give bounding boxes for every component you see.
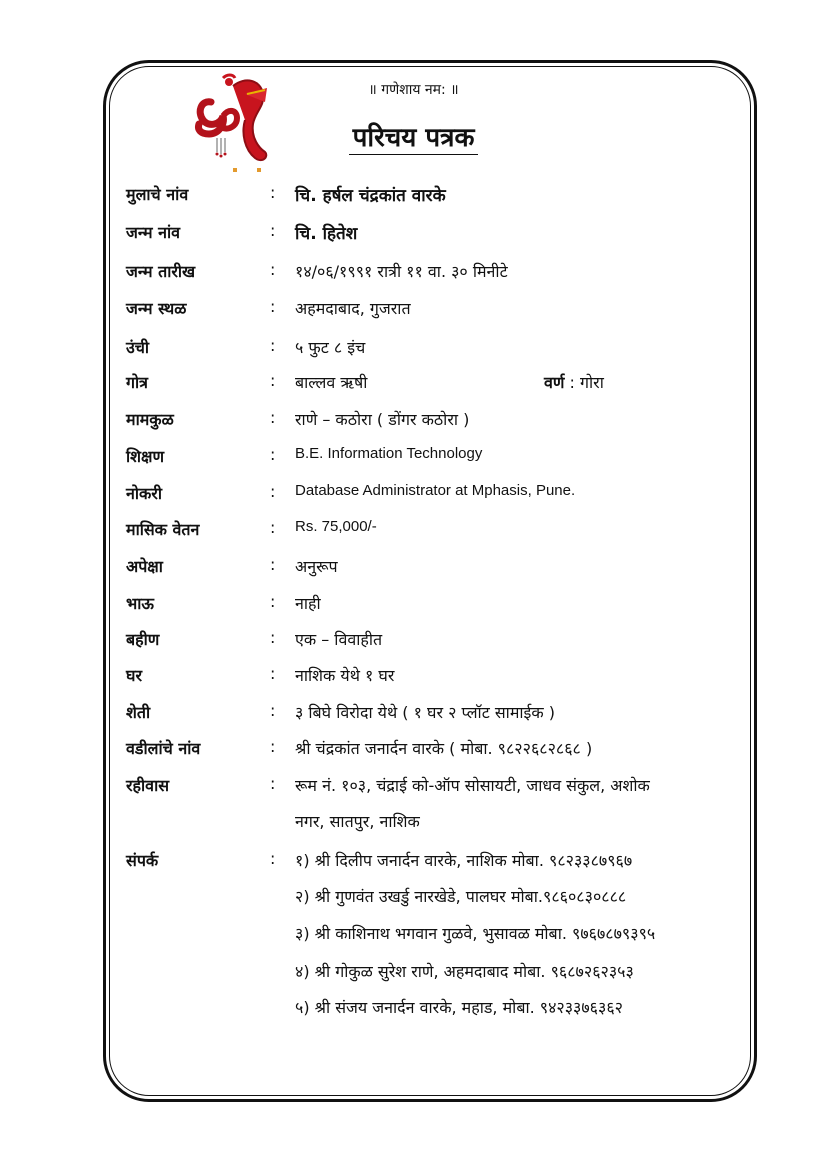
- field-colon: :: [270, 592, 276, 611]
- field-label: शेती: [126, 703, 151, 722]
- field-value: बाल्लव ऋषी: [295, 373, 368, 392]
- field-colon: :: [270, 445, 276, 464]
- field-value: अनुरूप: [295, 557, 338, 576]
- field-value: ३ बिघे विरोदा येथे ( १ घर २ प्लॉट सामाईक ): [295, 703, 556, 722]
- field-value: ५ फुट ८ इंच: [295, 338, 366, 357]
- field-value: अहमदाबाद, गुजरात: [295, 299, 411, 318]
- field-colon: :: [270, 297, 276, 316]
- field-colon: :: [270, 336, 276, 355]
- field-value: चि. हर्षल चंद्रकांत वारके: [295, 186, 446, 206]
- field-label: मासिक वेतन: [126, 520, 200, 539]
- field-colon: :: [270, 371, 276, 390]
- field-colon: :: [270, 555, 276, 574]
- field-colon: :: [270, 221, 276, 240]
- field-value: चि. हितेश: [295, 224, 358, 244]
- field-colon: :: [270, 737, 276, 756]
- contact-item: ३) श्री काशिनाथ भगवान गुळवे, भुसावळ मोबा. ९७६७८७९३९५: [295, 924, 656, 943]
- field-value-continued: नगर, सातपुर, नाशिक: [295, 812, 420, 831]
- varna-separator: :: [564, 373, 581, 392]
- field-colon: :: [270, 628, 276, 647]
- contact-item: ५) श्री संजय जनार्दन वारके, महाड, मोबा. ९४२३३७६३६२: [295, 998, 623, 1017]
- field-value: राणे – कठोरा ( डोंगर कठोरा ): [295, 410, 470, 429]
- field-label: जन्म स्थळ: [126, 299, 187, 318]
- field-label: शिक्षण: [126, 447, 165, 466]
- field-colon: :: [270, 260, 276, 279]
- field-label: नोकरी: [126, 484, 163, 503]
- field-colon: :: [270, 408, 276, 427]
- field-value: नाही: [295, 594, 321, 613]
- varna-label: वर्ण: [544, 373, 565, 392]
- field-colon: :: [270, 518, 276, 537]
- field-label: संपर्क: [126, 851, 159, 870]
- field-colon: :: [270, 849, 276, 868]
- field-value: एक – विवाहीत: [295, 630, 383, 649]
- field-value: रूम नं. १०३, चंद्राई को-ऑप सोसायटी, जाधव संकुल, अशोक: [295, 776, 650, 795]
- field-value: १४/०६/१९९१ रात्री ११ वा. ३० मिनीटे: [295, 262, 508, 281]
- field-label: वडीलांचे नांव: [126, 739, 201, 758]
- field-label: घर: [126, 666, 143, 685]
- field-label: अपेक्षा: [126, 557, 163, 576]
- invocation-text: ॥ गणेशाय नम: ॥: [368, 82, 459, 98]
- field-value: श्री चंद्रकांत जनार्दन वारके ( मोबा. ९८२२६८२८६८ ): [295, 739, 593, 758]
- varna-field: [544, 371, 604, 393]
- field-colon: :: [270, 774, 276, 793]
- field-label: मामकुळ: [126, 410, 174, 429]
- contact-item: ४) श्री गोकुळ सुरेश राणे, अहमदाबाद मोबा. ९६८७२६२३५३: [295, 962, 634, 981]
- field-label: उंची: [126, 338, 150, 357]
- field-colon: :: [270, 664, 276, 683]
- field-value: Rs. 75,000/-: [295, 518, 377, 535]
- field-label: मुलाचे नांव: [126, 185, 189, 204]
- field-colon: :: [270, 183, 276, 202]
- field-value: B.E. Information Technology: [295, 445, 483, 462]
- field-value: १) श्री दिलीप जनार्दन वारके, नाशिक मोबा. ९८२३३८७९६७: [295, 851, 633, 870]
- contact-item: २) श्री गुणवंत उखर्डु नारखेडे, पालघर मोबा.९८६०८३०८८८: [295, 887, 627, 906]
- field-label: गोत्र: [126, 373, 148, 392]
- field-label: जन्म तारीख: [126, 262, 196, 281]
- varna-value: गोरा: [580, 373, 604, 392]
- field-label: जन्म नांव: [126, 223, 181, 242]
- field-colon: :: [270, 701, 276, 720]
- field-label: बहीण: [126, 630, 160, 649]
- field-value: Database Administrator at Mphasis, Pune.: [295, 482, 576, 499]
- field-label: रहीवास: [126, 776, 170, 795]
- field-value: नाशिक येथे १ घर: [295, 666, 395, 685]
- field-label: भाऊ: [126, 594, 154, 613]
- page-title: परिचय पत्रक: [0, 118, 827, 154]
- field-colon: :: [270, 482, 276, 501]
